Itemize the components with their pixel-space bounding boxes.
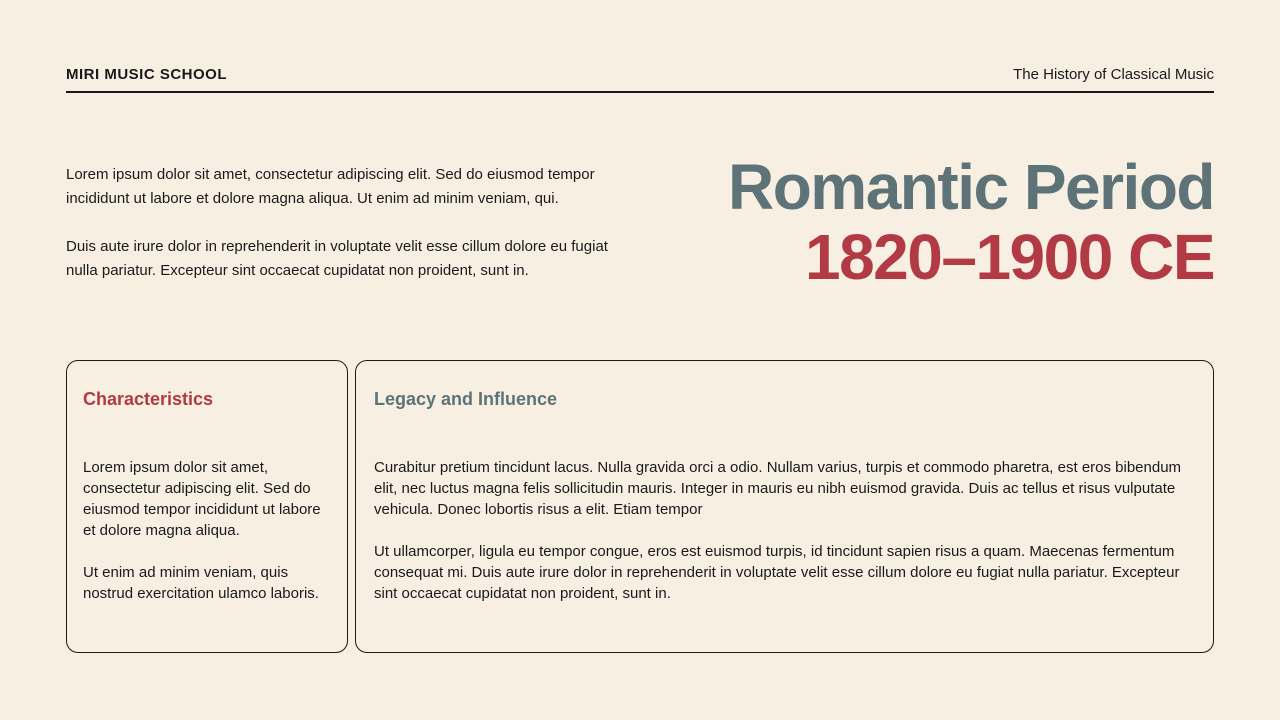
intro-paragraph-1: Lorem ipsum dolor sit amet, consectetur adipiscing elit. Sed do eiusmod tempor incididunt ut labore et dolore magna aliqua. Ut enim ad minim veniam, qui. [66, 166, 595, 207]
legacy-paragraph-1: Curabitur pretium tincidunt lacus. Nulla gravida orci a odio. Nullam varius, turpis et commodo pharetra, est eros bibendum elit, nec luctus magna felis sollicitudin mauris. Integer in mauris eu nibh euismod gravida. Duis ac tellus et risus vulputate vehicula. Donec lobortis risus a elit. Etiam tempor [374, 459, 1182, 518]
characteristics-paragraph-2: Ut enim ad minim veniam, quis nostrud exercitation ulamco laboris. [83, 564, 319, 602]
legacy-body [374, 457, 1195, 604]
characteristics-card [66, 360, 348, 653]
legacy-paragraph-2: Ut ullamcorper, ligula eu tempor congue, eros est euismod turpis, id tincidunt sapien risus a quam. Maecenas fermentum consequat mi. Duis aute irure dolor in reprehenderit in voluptate velit esse cillum dolore eu fugiat nulla pariatur. Excepteur sint occaecat cupidatat non proident, sunt in. [374, 543, 1180, 602]
period-name: Romantic Period [727, 151, 1214, 223]
intro-paragraph-2: Duis aute irure dolor in reprehenderit in voluptate velit esse cillum dolore eu fugiat nulla pariatur. Excepteur sint occaecat cupidatat non proident, sunt in. [66, 238, 608, 279]
period-dates: 1820–1900 CE [804, 221, 1214, 293]
page-title [654, 152, 1214, 292]
legacy-card [355, 360, 1214, 653]
course-title: The History of Classical Music [1013, 66, 1214, 83]
characteristics-heading: Characteristics [83, 389, 214, 409]
slide-header [66, 64, 1214, 93]
school-name: MIRI MUSIC SCHOOL [66, 66, 227, 83]
intro-text [66, 163, 626, 283]
characteristics-body [83, 457, 331, 604]
characteristics-paragraph-1: Lorem ipsum dolor sit amet, consectetur adipiscing elit. Sed do eiusmod tempor incididunt ut labore et dolore magna aliqua. [83, 459, 321, 539]
legacy-heading: Legacy and Influence [374, 389, 558, 409]
